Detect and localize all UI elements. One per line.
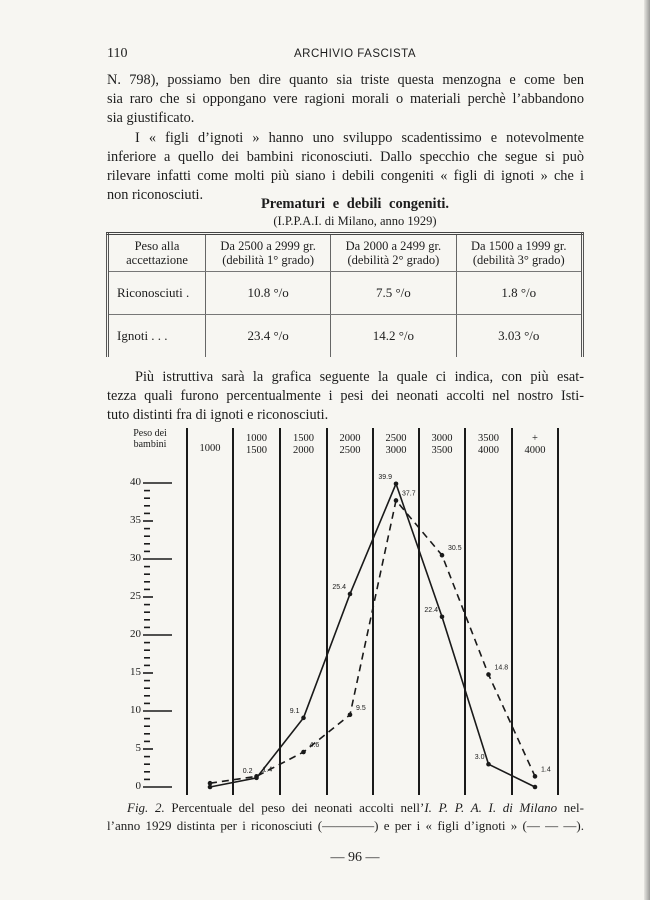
table-cell: 23.4 °/o xyxy=(206,315,331,358)
row-label: Riconosciuti . xyxy=(108,272,206,315)
text-line: sia giustificato. xyxy=(107,110,195,127)
y-tick-label: 30 xyxy=(130,552,141,564)
data-point xyxy=(394,498,399,503)
folio: — 96 — xyxy=(330,850,380,865)
fig-label: Fig. 2. xyxy=(127,800,165,815)
category-label: 2000 xyxy=(339,433,361,444)
y-tick-label: 15 xyxy=(130,666,141,678)
data-label: 1.4 xyxy=(541,766,551,774)
category-label: 1000 xyxy=(199,443,221,454)
category-label: 1500 xyxy=(246,445,267,456)
data-label: 37.7 xyxy=(402,490,416,498)
data-label: 1.4 xyxy=(262,766,273,774)
y-tick-label: 20 xyxy=(130,628,141,640)
header-cell: Da 1500 a 1999 gr. (debilità 3° grado) xyxy=(456,234,583,272)
running-title: ARCHIVIO FASCISTA xyxy=(293,48,417,60)
header-cell: Da 2500 a 2999 gr. (debilità 1° grado) xyxy=(206,234,331,272)
text-line: rilevare infatti come molti più siano i debili congeniti « figli di ignoti » che i xyxy=(107,168,584,185)
header-cell: Peso alla accettazione xyxy=(108,234,206,272)
y-tick-label: 5 xyxy=(135,742,141,754)
page-number: 110 xyxy=(107,46,128,61)
data-label: 22.4 xyxy=(424,606,438,614)
data-label: 14.8 xyxy=(494,664,509,672)
text-line: tuto distinti fra di ignoti e riconosciuti. xyxy=(107,407,329,424)
category-label: 3500 xyxy=(478,433,499,444)
data-label: 9.5 xyxy=(356,704,366,712)
text-line: Più istruttiva sarà la grafica seguente la quale ci indica, con più esat- xyxy=(135,369,584,385)
text-line: I « figli d’ignoti » hanno uno sviluppo scadentissimo e notevolmente xyxy=(135,129,584,146)
data-point xyxy=(394,481,399,486)
category-label: 2500 xyxy=(339,445,361,456)
data-point xyxy=(301,716,306,721)
category-label: 2000 xyxy=(293,445,314,456)
data-point xyxy=(348,592,353,597)
y-tick-label: 35 xyxy=(130,514,141,526)
row-label: Ignoti . . . xyxy=(117,328,168,343)
data-point xyxy=(208,781,213,786)
table-cell: 1.8 °/o xyxy=(456,272,583,315)
category-label: 3500 xyxy=(431,445,453,456)
table-cell: 14.2 °/o xyxy=(331,315,456,358)
category-label: 3000 xyxy=(431,433,453,444)
y-tick-label: 25 xyxy=(130,590,141,602)
data-label: 25.4 xyxy=(332,583,346,591)
category-label: 2500 xyxy=(385,433,407,444)
table-cell: 3.03 °/o xyxy=(456,315,583,358)
data-label: 39.9 xyxy=(378,473,392,481)
data-label: 30.5 xyxy=(448,545,462,553)
data-point xyxy=(254,774,259,779)
data-label: 4.6 xyxy=(309,742,320,750)
text-line: tezza quali furono percentualmente i pesi dei neonati accolti nel nostro Isti- xyxy=(107,388,584,405)
table-title: Prematuri e debili congeniti. xyxy=(260,196,450,212)
table-subtitle: (I.P.P.A.I. di Milano, anno 1929) xyxy=(273,214,437,228)
data-label: 3.0 xyxy=(474,754,485,762)
data-point xyxy=(486,762,491,767)
y-tick-label: 10 xyxy=(130,704,141,716)
data-point xyxy=(440,614,445,619)
category-label: 4000 xyxy=(524,445,546,456)
data-point xyxy=(440,553,445,558)
table-cell: 10.8 °/o xyxy=(206,272,331,315)
header-cell: Da 2000 a 2499 gr. (debilità 2° grado) xyxy=(331,234,456,272)
data-point xyxy=(301,750,306,755)
text-line: inferiore a quello dei bambini riconosciuti. Dallo specchio che segue si può xyxy=(107,148,584,165)
data-point xyxy=(486,672,491,677)
caption-line: l’anno 1929 distinta per i riconosciuti (————) e per i « figli d’ignoti » (— — —). xyxy=(107,818,584,833)
data-point xyxy=(533,774,538,779)
category-label: 1500 xyxy=(293,433,314,444)
category-label: 4000 xyxy=(478,445,499,456)
category-label: 3000 xyxy=(385,445,407,456)
text-line: N. 798), possiamo ben dire quanto sia triste questa menzogna e come ben xyxy=(107,72,584,88)
table-cell: 7.5 °/o xyxy=(331,272,456,315)
y-tick-label: 40 xyxy=(130,476,141,488)
data-point xyxy=(348,713,353,718)
text-line: sia raro che si oppongano vere ragioni morali o materiali perchè l’abbandono xyxy=(107,91,584,108)
x-axis-label: bambini xyxy=(133,439,167,450)
y-tick-label: 0 xyxy=(135,780,141,792)
category-label: + xyxy=(532,433,538,444)
figure-caption: Fig. 2. Percentuale del peso dei neonati accolti nell’I. P. P. A. I. di Milano nel- l’anno 1929 distinta per i riconosciuti (————) e per i « figli d’ignoti » (— — —). xyxy=(107,800,584,833)
data-label: 9.1 xyxy=(289,707,300,715)
text-line: non riconosciuti. xyxy=(107,187,204,204)
category-label: 1000 xyxy=(246,433,267,444)
data-point xyxy=(533,785,538,790)
x-axis-label: Peso dei xyxy=(133,428,167,439)
data-label: 0.2 xyxy=(242,767,253,775)
